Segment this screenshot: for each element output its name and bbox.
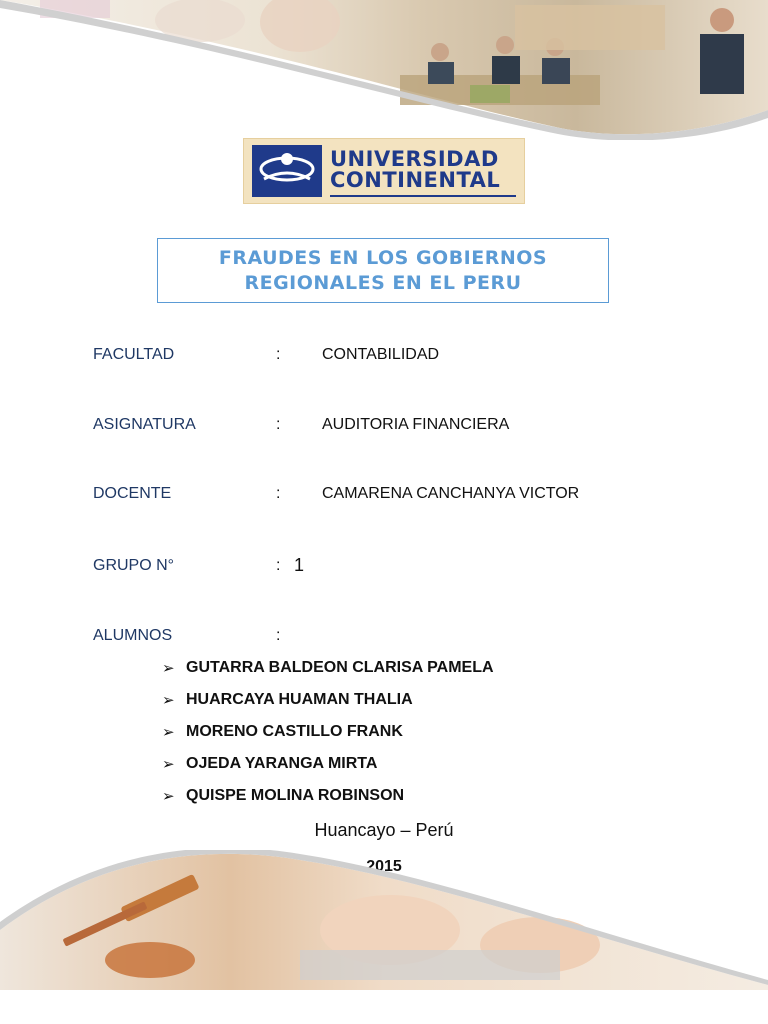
- field-label: GRUPO N°: [93, 557, 175, 574]
- footer-banner-image: [0, 850, 768, 990]
- student-name: HUARCAYA HUAMAN THALIA: [186, 691, 413, 708]
- student-name: OJEDA YARANGA MIRTA: [186, 755, 378, 772]
- arrow-bullet-icon: ➢: [162, 692, 175, 709]
- field-colon: :: [276, 346, 281, 363]
- student-name: MORENO CASTILLO FRANK: [186, 723, 403, 740]
- field-value: CONTABILIDAD: [322, 346, 440, 363]
- list-item: [162, 787, 494, 819]
- field-label: ASIGNATURA: [93, 416, 196, 433]
- university-logo: [243, 138, 525, 204]
- field-label: ALUMNOS: [93, 627, 173, 644]
- logo-wordmark: [330, 149, 500, 191]
- logo-underline: [330, 195, 516, 197]
- title-box: [157, 238, 609, 303]
- student-list: [162, 659, 494, 819]
- arrow-bullet-icon: ➢: [162, 756, 175, 773]
- field-colon: :: [276, 627, 281, 644]
- field-colon: :: [276, 557, 281, 574]
- student-name: GUTARRA BALDEON CLARISA PAMELA: [186, 659, 494, 676]
- field-colon: :: [276, 485, 281, 502]
- field-label: FACULTAD: [93, 346, 175, 363]
- arrow-bullet-icon: ➢: [162, 660, 175, 677]
- year: 2015: [366, 858, 402, 875]
- document-title: FRAUDES EN LOS GOBIERNOS REGIONALES EN EL PERU: [218, 246, 548, 294]
- list-item: [162, 659, 494, 691]
- list-item: [162, 755, 494, 787]
- list-item: [162, 723, 494, 755]
- field-value: AUDITORIA FINANCIERA: [322, 416, 510, 433]
- field-value: CAMARENA CANCHANYA VICTOR: [322, 485, 580, 502]
- field-colon: :: [276, 416, 281, 433]
- arrow-bullet-icon: ➢: [162, 788, 175, 805]
- logo-line1: UNIVERSIDAD: [330, 147, 499, 171]
- arrow-bullet-icon: ➢: [162, 724, 175, 741]
- city-location: Huancayo – Perú: [314, 820, 454, 840]
- list-item: [162, 691, 494, 723]
- student-name: QUISPE MOLINA ROBINSON: [186, 787, 405, 804]
- logo-line2: CONTINENTAL: [330, 168, 501, 192]
- field-label: DOCENTE: [93, 485, 172, 502]
- field-value: 1: [294, 555, 305, 575]
- header-banner-image: [0, 0, 768, 140]
- logo-emblem-icon: [252, 145, 322, 197]
